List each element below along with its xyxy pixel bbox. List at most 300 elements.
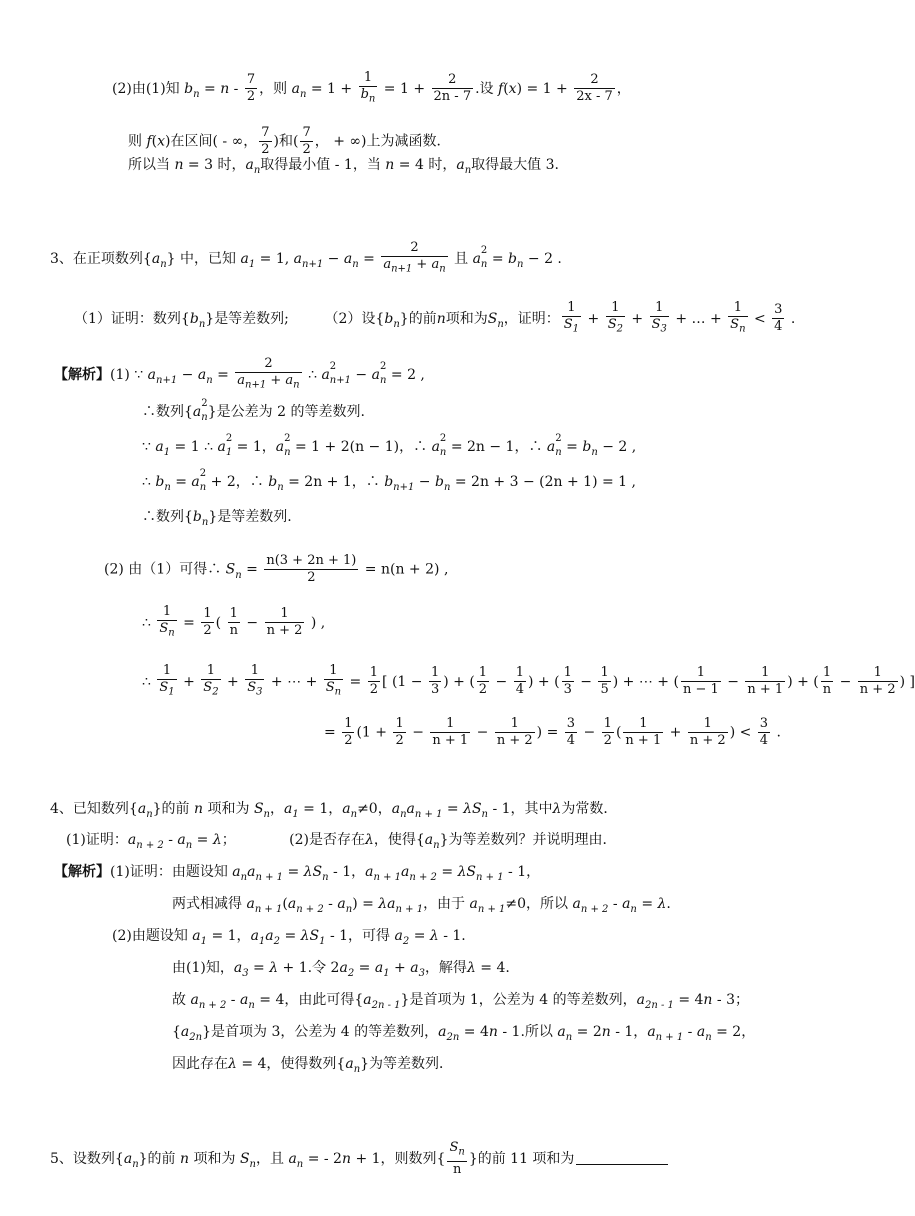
subscript-text: n <box>249 1158 256 1170</box>
text-run: ) = <box>536 724 563 741</box>
text-run: + 1.令 2 <box>278 960 340 976</box>
subscript-text: 1 <box>163 447 171 458</box>
math-symbol: λ <box>552 801 562 817</box>
subscript-text: 1 <box>248 258 256 270</box>
text-run: , <box>439 561 449 578</box>
text-line <box>128 155 559 181</box>
subscript <box>705 1022 711 1048</box>
subscript <box>277 472 283 498</box>
text-run: . <box>666 896 671 912</box>
math-symbol: n <box>220 80 230 97</box>
text-run: , <box>316 614 326 631</box>
math-symbol: λ <box>269 960 279 976</box>
text-run: 是等差数列; （2）设 <box>214 310 376 327</box>
text-line <box>104 553 448 586</box>
subscript <box>255 862 283 888</box>
fraction <box>858 665 898 698</box>
fraction-numerator: 1 <box>688 716 728 733</box>
text-run: 故 <box>172 992 191 1008</box>
text-run: ∴ <box>142 673 156 690</box>
fraction-numerator: 3 <box>759 716 769 731</box>
text-run: = 2n + 3 − (2n + 1) = 1 <box>450 474 628 490</box>
text-run: }为等差数列？并说明理由． <box>439 832 617 848</box>
text-run: 所以当 <box>128 157 175 173</box>
text-line <box>74 300 795 338</box>
subscript <box>302 249 323 275</box>
subscript-text: n <box>206 374 213 386</box>
text-run: { <box>142 250 152 267</box>
math-symbol: a <box>246 896 255 912</box>
fraction <box>758 716 770 749</box>
math-symbol: n <box>436 310 446 327</box>
fraction-denominator: $S_n$ <box>159 621 175 639</box>
fraction-denominator: 2n - 7 <box>433 89 472 105</box>
math-symbol: a <box>127 832 137 848</box>
fraction-numerator: 1 <box>563 665 572 681</box>
text-run: ∴数列 <box>142 404 184 420</box>
subscript <box>482 799 488 825</box>
text-run: { <box>180 310 190 327</box>
subscript-text: n <box>263 809 270 820</box>
fraction <box>745 665 785 698</box>
subscript <box>476 862 504 888</box>
text-line <box>50 1140 668 1178</box>
text-run: ，则 <box>259 80 292 97</box>
fraction <box>565 716 577 749</box>
text-run: ) < <box>729 724 756 741</box>
fraction-numerator: 1 <box>430 716 470 733</box>
math-symbol: n <box>601 1024 611 1040</box>
fraction-numerator: 7 <box>261 125 270 140</box>
text-run: ，使得{ <box>373 832 425 848</box>
text-run: ，解得 <box>424 960 467 976</box>
fraction-denominator: 4 <box>515 682 524 698</box>
subscript <box>630 894 636 920</box>
fraction <box>228 606 240 639</box>
fraction-denominator: n + 2 <box>859 682 896 698</box>
text-run: = <box>487 250 509 267</box>
text-run: = 3 时， <box>183 157 246 173</box>
math-symbol: a <box>636 992 645 1008</box>
math-symbol: b <box>192 509 202 525</box>
math-symbol: a <box>557 1024 566 1040</box>
fraction-numerator: 1 <box>606 300 625 317</box>
text-run: 两式相减得 <box>172 896 247 912</box>
math-symbol: λS <box>457 864 477 880</box>
subscript <box>581 894 609 920</box>
math-symbol: a <box>291 80 300 97</box>
fraction-numerator: 1 <box>821 665 833 682</box>
text-run: + 1，则数列{ <box>351 1150 446 1167</box>
math-symbol: a <box>472 250 481 267</box>
subscript <box>354 1054 360 1080</box>
text-run: = <box>178 614 200 631</box>
text-run: − 2 . <box>523 250 562 267</box>
math-symbol: b <box>189 310 199 327</box>
text-run: ) + ( <box>443 673 475 690</box>
text-run: − <box>414 474 435 490</box>
subscript <box>645 990 674 1016</box>
fraction-numerator: $S_n$ <box>447 1140 466 1162</box>
subscript-text: n <box>235 569 242 581</box>
text-run: = 2 <box>572 1024 602 1040</box>
subscript <box>296 894 324 920</box>
fraction-numerator: 1 <box>157 604 176 621</box>
math-symbol: n <box>174 157 184 173</box>
subscript <box>186 830 192 856</box>
subscript-text: n <box>185 840 193 851</box>
text-run: 5、设数列{ <box>50 1150 124 1167</box>
text-run: ，∴ <box>351 474 385 490</box>
math-symbol: a <box>345 1056 354 1072</box>
subscript-text: n <box>350 809 358 820</box>
fraction-denominator: $S_2$ <box>607 317 623 335</box>
subscript-text: n <box>352 258 359 270</box>
text-run: = <box>192 832 213 848</box>
fraction-denominator: 3 <box>430 682 440 698</box>
math-symbol: a <box>155 439 164 455</box>
text-line <box>172 1022 755 1048</box>
math-symbol: λS <box>463 801 482 817</box>
math-symbol: a <box>192 928 201 944</box>
section-label: 【解析】 <box>54 864 110 880</box>
math-symbol: S <box>487 310 498 327</box>
text-run: 为常数． <box>561 801 618 817</box>
text-run: - <box>163 832 178 848</box>
fraction <box>393 716 405 749</box>
subscript <box>478 894 506 920</box>
subscript <box>249 249 255 275</box>
text-run: = <box>283 864 304 880</box>
text-run: = <box>358 250 380 267</box>
math-symbol: n <box>385 157 395 173</box>
text-run: } <box>399 310 409 327</box>
math-symbol: a <box>696 1024 706 1040</box>
text-run: ) <box>306 614 317 631</box>
subscript <box>292 799 298 825</box>
subscript <box>447 1022 460 1048</box>
fraction <box>606 300 625 338</box>
math-symbol: a <box>240 250 249 267</box>
math-symbol: a <box>190 992 199 1008</box>
text-run: = 4. <box>475 960 510 976</box>
subscript <box>206 365 212 391</box>
fraction-numerator: n(3 + 2n + 1) <box>266 553 357 568</box>
text-run: = 4，使得数列{ <box>236 1056 346 1072</box>
subscript <box>373 862 401 888</box>
subscript <box>351 799 357 825</box>
text-line <box>172 990 749 1016</box>
subscript-text: n <box>433 840 440 851</box>
math-symbol: a <box>265 928 274 944</box>
math-symbol: a <box>424 832 434 848</box>
math-symbol: a <box>456 157 465 173</box>
text-run: ， <box>269 801 284 817</box>
subscript <box>132 1149 138 1175</box>
fraction-denominator: 2 <box>344 733 353 748</box>
fraction <box>368 665 380 698</box>
subscript-text: n + 1 <box>414 809 443 820</box>
text-run: ( <box>151 133 158 150</box>
fraction <box>157 604 176 642</box>
text-run: { <box>172 1024 181 1040</box>
text-run: ≠0，所以 <box>505 896 573 912</box>
text-run: ∴ <box>303 366 322 383</box>
text-run: + <box>222 673 244 690</box>
math-symbol: a <box>647 1024 656 1040</box>
text-run: （1）证明：数列 <box>74 310 181 327</box>
subscript-text: n <box>379 374 387 386</box>
text-run: − <box>579 724 600 741</box>
fraction-denominator: 5 <box>600 682 609 698</box>
text-line <box>324 716 781 749</box>
subscript <box>319 926 325 952</box>
subscript-text: n <box>400 809 407 820</box>
fraction <box>574 72 615 105</box>
subscript <box>400 799 406 825</box>
section-label: 【解析】 <box>54 366 110 383</box>
math-symbol: S <box>253 801 264 817</box>
math-symbol: λ <box>429 928 439 944</box>
text-run: - 1， <box>328 864 366 880</box>
text-run: = 1, <box>255 250 294 267</box>
subscript <box>136 830 164 856</box>
subscript-text: n <box>705 1032 712 1043</box>
fraction-denominator: n + 2 <box>689 733 726 748</box>
fraction <box>602 716 614 749</box>
subscript-text: 2n - 1 <box>644 1000 674 1011</box>
subscript-text: n <box>516 258 524 270</box>
text-run: )和( <box>273 133 299 150</box>
subscript-text: 3 <box>418 968 425 979</box>
text-run: }为等差数列． <box>360 1056 454 1072</box>
superscript-text: 2 <box>329 360 337 372</box>
fraction-denominator: 2 <box>395 733 404 748</box>
math-symbol: λa <box>378 896 396 912</box>
subscript-text: n + 1 <box>476 872 504 883</box>
subscript-text: n + 2 <box>409 872 437 883</box>
math-symbol: λ <box>364 832 374 848</box>
text-run: 4、已知数列{ <box>50 801 138 817</box>
subscript <box>274 926 280 952</box>
text-run: .设 <box>475 80 499 97</box>
text-run: 取得最小值 - 1，当 <box>260 157 386 173</box>
subscript-text: 1 <box>258 936 266 947</box>
subscript <box>372 990 401 1016</box>
fraction <box>324 663 343 701</box>
fraction-denominator: 4 <box>774 319 783 335</box>
text-run: ) + ( <box>528 673 560 690</box>
text-run: = <box>561 439 583 455</box>
text-run: + <box>583 310 604 327</box>
text-line <box>142 663 915 701</box>
math-symbol: a <box>191 474 200 490</box>
subscript-text: n <box>284 447 291 458</box>
text-run: - 1. <box>438 928 466 944</box>
math-symbol: a <box>406 801 415 817</box>
text-run: (2)由题设知 <box>112 928 193 944</box>
text-line <box>54 356 425 394</box>
text-run: = <box>345 673 366 690</box>
math-symbol: b <box>384 310 394 327</box>
text-run: 的前 <box>408 310 437 327</box>
subscript <box>199 309 205 335</box>
text-run: ，证明： <box>503 310 560 327</box>
subscript-text: n + 1 <box>254 904 283 915</box>
fraction-denominator: n + 1 <box>432 733 469 748</box>
subscript-text: n+1 <box>302 258 324 270</box>
text-run: − <box>323 250 344 267</box>
text-line <box>142 398 365 428</box>
subscript <box>352 249 358 275</box>
subscript-text: n <box>481 809 488 820</box>
fraction-denominator: 4 <box>566 733 576 748</box>
text-run: ∴数列 <box>142 509 184 525</box>
answer-blank[interactable] <box>576 1150 668 1165</box>
math-symbol: a <box>233 960 243 976</box>
subscript-text: n <box>345 904 353 915</box>
text-run: ，∴ <box>514 439 547 455</box>
subscript-text: 1 <box>383 968 390 979</box>
text-run: ( <box>282 896 288 912</box>
fraction <box>264 553 358 586</box>
fraction <box>728 300 747 338</box>
fraction <box>201 606 213 639</box>
math-symbol: a <box>394 928 403 944</box>
text-run: (2) 由（1）可得∴ <box>104 561 226 578</box>
fraction <box>381 240 447 278</box>
text-run: + <box>626 310 648 327</box>
text-run: { <box>184 509 193 525</box>
math-symbol: f <box>498 80 504 97</box>
text-run: = 2n + 1 <box>283 474 352 490</box>
subscript <box>444 472 450 498</box>
math-symbol: a <box>137 801 147 817</box>
text-run: = - 2 <box>303 1150 342 1167</box>
fraction-denominator: $S_1$ <box>159 680 175 698</box>
math-symbol: a <box>622 896 631 912</box>
subscript-text: 2n - 1 <box>371 1000 401 1011</box>
math-symbol: b <box>435 474 444 490</box>
math-symbol: b <box>582 439 592 455</box>
math-symbol: a <box>321 366 330 383</box>
text-run: - 1， <box>503 864 541 880</box>
text-run: 中，已知 <box>175 250 241 267</box>
text-line <box>172 1054 453 1080</box>
fraction-denominator: 2 <box>302 142 311 157</box>
text-run: = <box>354 960 375 976</box>
subscript-text: n <box>277 482 284 493</box>
superscript-text: 2 <box>439 433 447 444</box>
superscript-text: 2 <box>201 398 208 409</box>
subscript-text: n + 2 <box>198 1000 227 1011</box>
fraction <box>432 72 474 105</box>
subscript-text: n <box>443 482 451 493</box>
math-symbol: a <box>151 250 161 267</box>
text-run: ，∴ <box>399 439 432 455</box>
text-run: - 1，可得 <box>325 928 395 944</box>
subscript-text: n <box>322 872 329 883</box>
subscript <box>201 398 208 428</box>
fraction-numerator: 1 <box>728 300 747 317</box>
math-symbol: λ <box>228 1056 237 1072</box>
text-run: } <box>166 250 176 267</box>
text-run: = <box>280 928 301 944</box>
text-run: < <box>749 310 771 327</box>
fraction-numerator: 1 <box>395 716 404 731</box>
math-symbol: n <box>488 1024 498 1040</box>
text-run: - 1.所以 <box>497 1024 558 1040</box>
text-run: 因此存在 <box>172 1056 228 1072</box>
text-run: − <box>835 673 856 690</box>
subscript-text: 1 <box>319 936 326 947</box>
subscript <box>348 958 354 984</box>
fraction-denominator: 4 <box>759 733 769 748</box>
text-run: (2)由(1)知 <box>112 80 185 97</box>
text-run: . <box>772 724 781 741</box>
fraction <box>359 70 378 108</box>
text-run: = <box>442 801 464 817</box>
text-run: = <box>212 366 234 383</box>
text-line <box>112 70 631 108</box>
math-symbol: a <box>287 896 297 912</box>
math-symbol: a <box>197 366 207 383</box>
fraction-denominator: n + 2 <box>266 623 303 639</box>
text-run: = 1， <box>232 439 276 455</box>
fraction <box>300 125 312 158</box>
subscript <box>259 926 265 952</box>
math-symbol: f <box>146 133 152 150</box>
subscript <box>250 1149 256 1175</box>
subscript <box>497 309 503 335</box>
fraction <box>623 716 663 749</box>
text-run: ( <box>615 724 622 741</box>
subscript-text: n <box>497 318 504 330</box>
text-run: 且 <box>449 250 473 267</box>
text-line <box>66 830 616 856</box>
fraction-numerator: 1 <box>681 665 721 682</box>
math-symbol: a <box>469 896 478 912</box>
subscript-text: n+1 <box>156 374 178 386</box>
math-symbol: λS <box>303 864 323 880</box>
text-run: 3、在正项数列 <box>50 250 143 267</box>
text-line <box>54 862 540 888</box>
text-run: - 3； <box>712 992 749 1008</box>
math-symbol: n <box>180 1150 190 1167</box>
math-symbol: n <box>194 801 204 817</box>
text-run: . <box>786 310 796 327</box>
text-run: ) ] <box>899 673 915 690</box>
text-run: + <box>178 673 200 690</box>
subscript <box>264 799 270 825</box>
text-run: + <box>665 724 686 741</box>
math-symbol: a <box>293 250 303 267</box>
math-symbol: n <box>341 1150 351 1167</box>
text-run: 项和为 <box>189 1150 240 1167</box>
math-symbol: a <box>365 864 374 880</box>
subscript-text: n + 2 <box>580 904 609 915</box>
fraction-denominator: 2 <box>307 570 316 585</box>
text-line <box>50 240 562 278</box>
math-symbol: a <box>391 801 401 817</box>
text-run: = 4 时， <box>394 157 457 173</box>
text-run: + <box>389 960 411 976</box>
subscript <box>465 155 471 181</box>
subscript <box>656 1022 684 1048</box>
subscript <box>156 365 177 391</box>
math-symbol: S <box>239 1150 250 1167</box>
fraction <box>235 356 301 394</box>
